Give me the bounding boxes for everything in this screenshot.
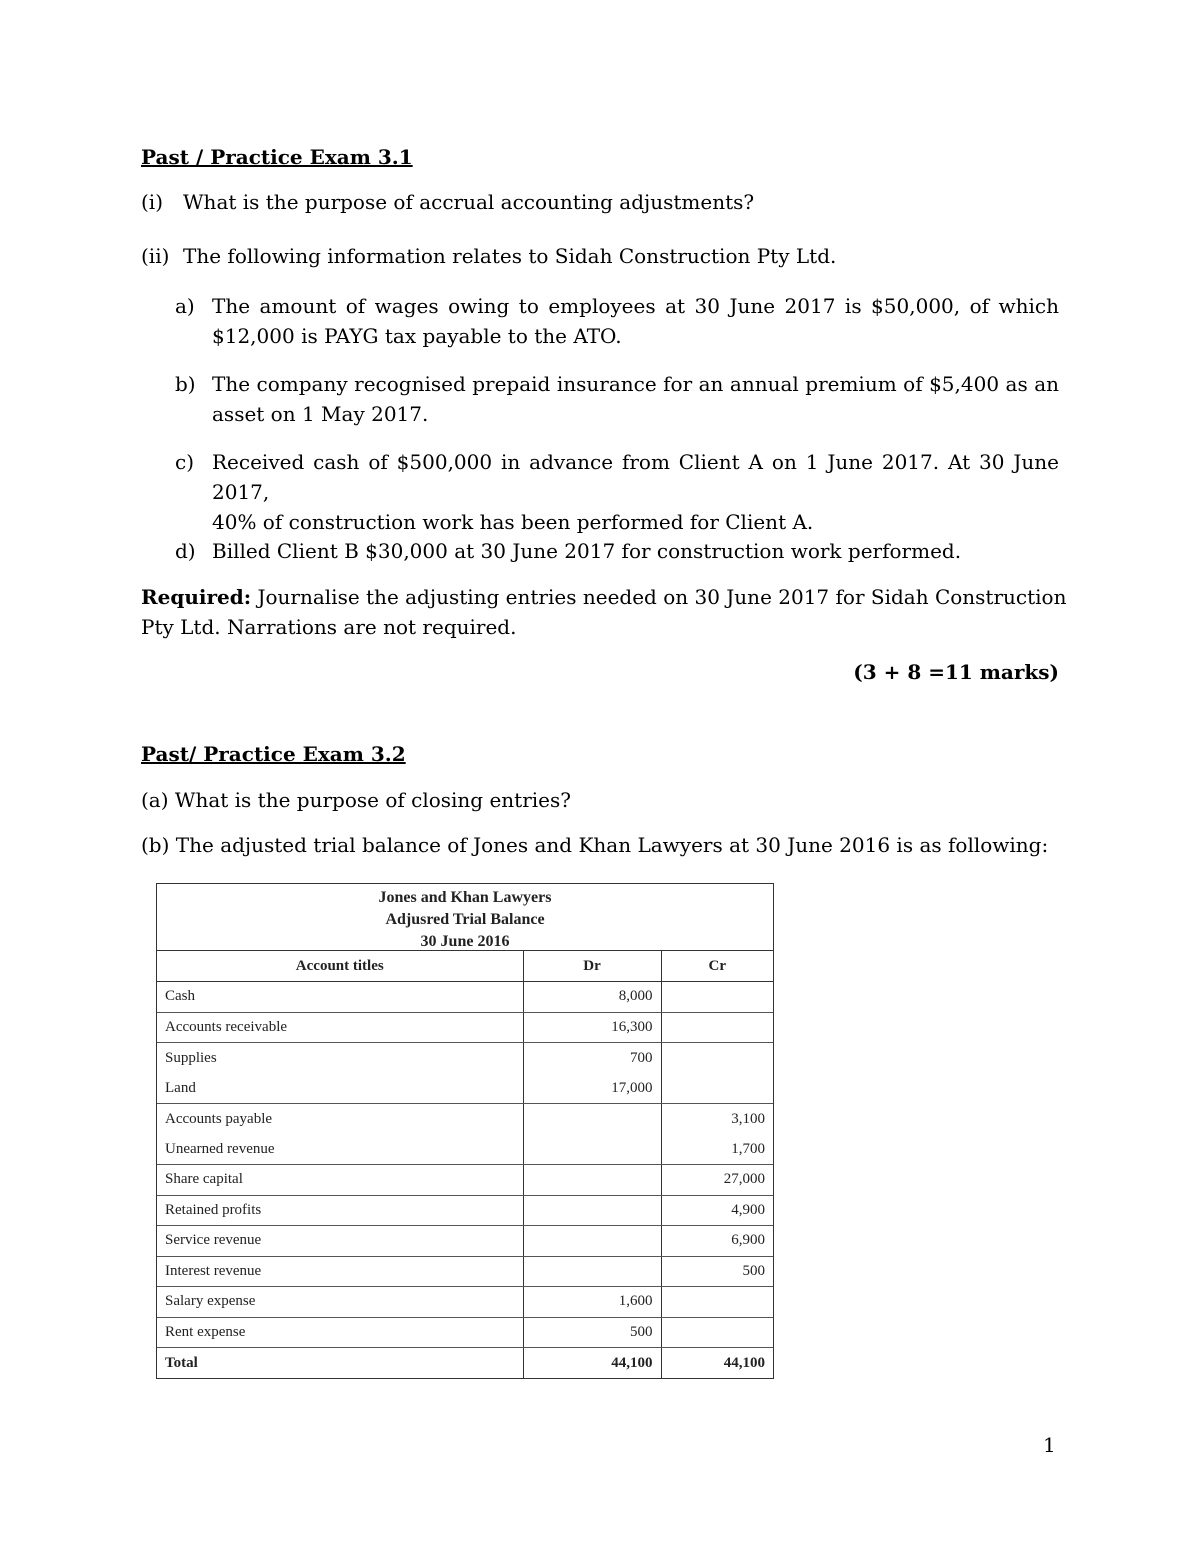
table-row <box>157 1043 773 1074</box>
trial-balance-title <box>157 884 773 951</box>
question-i-text: What is the purpose of accrual accounting adjustments? <box>183 190 755 214</box>
question-b-text: The adjusted trial balance of Jones and Khan Lawyers at 30 June 2016 is as following: <box>175 833 1049 857</box>
table-row <box>157 1104 773 1135</box>
dr-cell: 700 <box>523 1043 661 1074</box>
account-cell: Service revenue <box>157 1226 523 1257</box>
cr-cell: 500 <box>661 1256 773 1287</box>
account-cell: Supplies <box>157 1043 523 1074</box>
column-header-account: Account titles <box>157 951 523 982</box>
trial-balance-company: Jones and Khan Lawyers <box>378 889 552 906</box>
question-i <box>141 187 1059 217</box>
question-a-number: (a) <box>141 788 169 812</box>
question-ii <box>141 241 1059 271</box>
trial-balance-subtitle: Adjusred Trial Balance <box>385 911 545 928</box>
required-line2: Pty Ltd. Narrations are not required. <box>141 615 517 639</box>
marks-label: (3 + 8 =11 marks) <box>853 660 1059 684</box>
page-number: 1 <box>1043 1433 1056 1457</box>
table-row <box>157 1226 773 1257</box>
cr-cell <box>661 1012 773 1043</box>
dr-cell: 16,300 <box>523 1012 661 1043</box>
list-item-a <box>175 291 1059 351</box>
trial-balance-table <box>156 883 774 1379</box>
item-a-letter: a) <box>175 294 195 318</box>
item-b-line2: asset on 1 May 2017. <box>212 402 429 426</box>
trial-balance-date: 30 June 2016 <box>420 933 510 950</box>
item-c-line2: 40% of construction work has been performed for Client A. <box>212 510 814 534</box>
cr-cell: 3,100 <box>731 1110 765 1127</box>
cr-cell: 1,700 <box>661 1134 773 1165</box>
item-c-letter: c) <box>175 450 195 474</box>
question-ii-text: The following information relates to Sidah Construction Pty Ltd. <box>183 244 837 268</box>
table-row <box>157 1195 773 1226</box>
dr-cell <box>523 1165 661 1196</box>
question-a-text: What is the purpose of closing entries? <box>174 788 571 812</box>
account-cell: Total <box>157 1348 523 1379</box>
required-label: Required: <box>141 585 252 609</box>
question-b <box>141 830 1059 860</box>
required-line1 <box>141 582 1067 612</box>
account-cell: Retained profits <box>157 1195 523 1226</box>
account-cell: Land <box>157 1073 523 1104</box>
item-a-line1: The amount of wages owing to employees at 30 June 2017 is $50,000, of which <box>212 294 1059 318</box>
required-text-line1: Journalise the adjusting entries needed on 30 June 2017 for Sidah Construction <box>257 585 1067 609</box>
question-a <box>141 785 1059 815</box>
cr-cell <box>661 982 773 1013</box>
dr-cell <box>523 1195 661 1226</box>
item-a-line2: $12,000 is PAYG tax payable to the ATO. <box>212 324 622 348</box>
cr-cell <box>661 1317 773 1348</box>
account-cell: Accounts payable <box>157 1104 523 1135</box>
account-cell: Cash <box>157 982 523 1013</box>
table-row <box>157 1287 773 1318</box>
exam-3-2-heading: Past/ Practice Exam 3.2 <box>141 742 406 766</box>
item-d-letter: d) <box>175 539 196 563</box>
dr-cell <box>523 1134 661 1165</box>
cr-cell: 27,000 <box>661 1165 773 1196</box>
cr-cell: 44,100 <box>723 1354 765 1371</box>
account-cell: Accounts receivable <box>157 1012 523 1043</box>
cr-cell: 4,900 <box>661 1195 773 1226</box>
dr-cell: 8,000 <box>523 982 661 1013</box>
question-ii-number: (ii) <box>141 244 170 268</box>
table-row <box>157 1256 773 1287</box>
item-d-line1: Billed Client B $30,000 at 30 June 2017 for construction work performed. <box>212 539 962 563</box>
list-item-c <box>175 447 1059 534</box>
table-row <box>157 1165 773 1196</box>
item-b-line1: The company recognised prepaid insurance for an annual premium of $5,400 as an <box>212 372 1059 396</box>
account-cell: Unearned revenue <box>157 1134 523 1165</box>
cr-cell <box>661 1287 773 1318</box>
table-total-row <box>157 1348 773 1379</box>
column-header-dr: Dr <box>523 951 661 982</box>
account-cell: Share capital <box>157 1165 523 1196</box>
cr-cell: 6,900 <box>661 1226 773 1257</box>
item-c-line1: Received cash of $500,000 in advance from Client A on 1 June 2017. At 30 June 2017, <box>212 450 1059 504</box>
cr-cell <box>661 1073 773 1104</box>
list-item-d <box>175 536 1059 566</box>
dr-cell <box>523 1256 661 1287</box>
dr-cell <box>523 1104 661 1135</box>
account-cell: Interest revenue <box>157 1256 523 1287</box>
table-row <box>157 1317 773 1348</box>
exam-3-1-heading: Past / Practice Exam 3.1 <box>141 145 413 169</box>
cr-cell <box>661 1043 773 1074</box>
account-cell: Salary expense <box>157 1287 523 1318</box>
item-b-letter: b) <box>175 372 196 396</box>
table-row <box>157 1134 773 1165</box>
table-row <box>157 1012 773 1043</box>
table-row <box>157 982 773 1013</box>
account-cell: Rent expense <box>157 1317 523 1348</box>
question-b-number: (b) <box>141 833 170 857</box>
dr-cell: 44,100 <box>523 1348 661 1379</box>
dr-cell: 500 <box>523 1317 661 1348</box>
question-i-number: (i) <box>141 190 164 214</box>
dr-cell <box>523 1226 661 1257</box>
dr-cell: 17,000 <box>523 1073 661 1104</box>
table-header-row <box>157 951 773 982</box>
table-row <box>157 1073 773 1104</box>
dr-cell: 1,600 <box>523 1287 661 1318</box>
list-item-b <box>175 369 1059 429</box>
column-header-cr: Cr <box>661 951 773 982</box>
